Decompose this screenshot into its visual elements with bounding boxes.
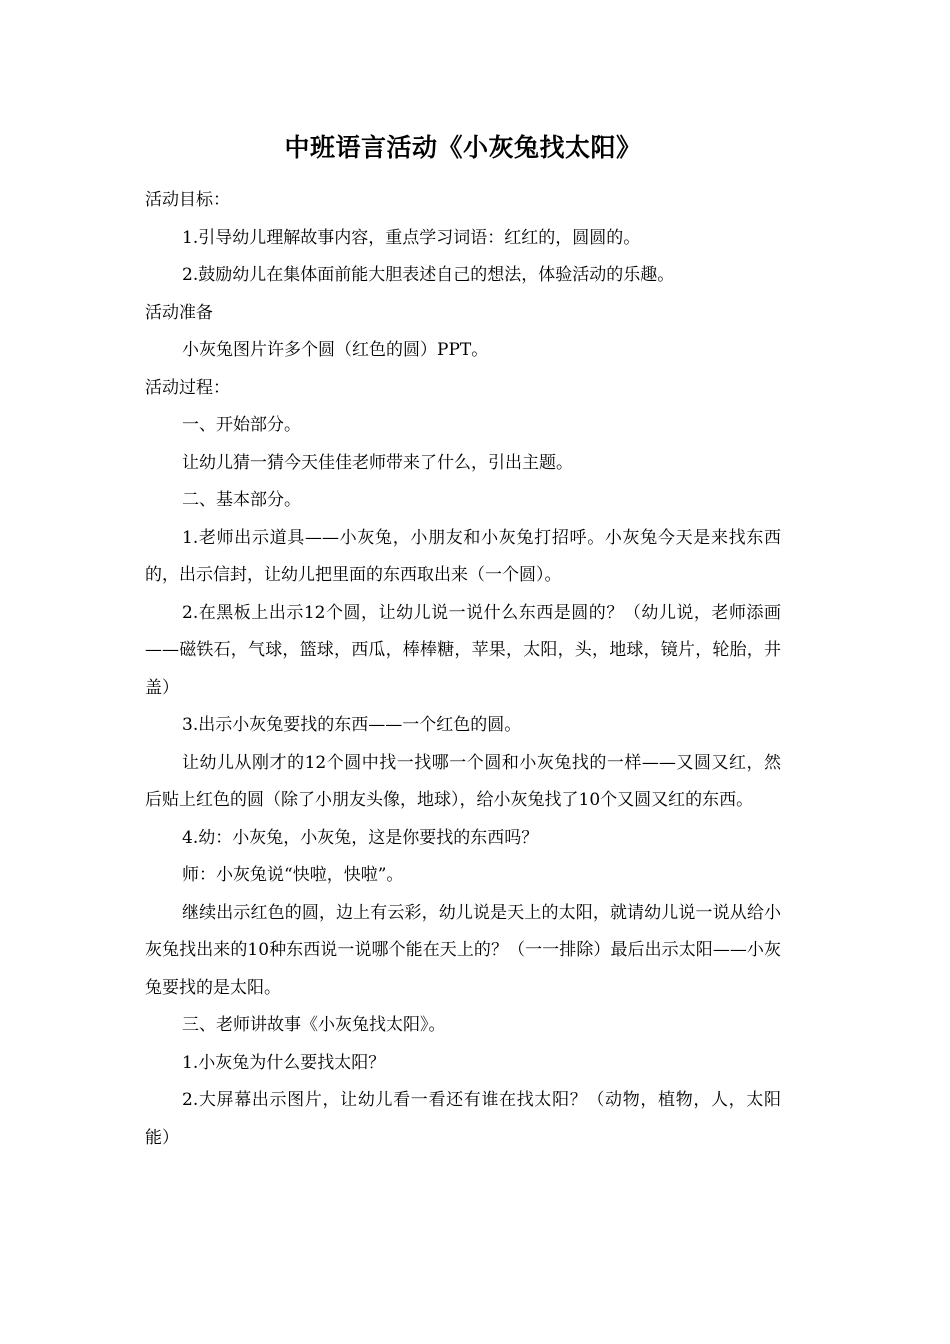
paragraph: 二、基本部分。: [182, 490, 301, 510]
paragraph: 2.大屏幕出示图片，让幼儿看一看还有谁在找太阳？（动物，植物，人，太阳能）: [145, 1090, 781, 1148]
paragraph: 2.在黑板上出示12个圆，让幼儿说一说什么东西是圆的？（幼儿说，老师添画——磁铁石，气球，篮球，西瓜，棒棒糖，苹果，太阳，头，地球，镜片，轮胎，井盖）: [145, 602, 781, 698]
paragraph: 1.小灰兔为什么要找太阳？: [182, 1052, 386, 1073]
paragraph: 继续出示红色的圆，边上有云彩，幼儿说是天上的太阳，就请幼儿说一说从给小灰兔找出来的10种东西说一说哪个能在天上的？（一一排除）最后出示太阳——小灰兔要找的是太阳。: [145, 902, 781, 998]
paragraph: 三、老师讲故事《小灰兔找太阳》。: [182, 1015, 446, 1035]
paragraph: 1.引导幼儿理解故事内容，重点学习词语：红红的，圆圆的。: [182, 227, 641, 248]
section-heading-goals: 活动目标：: [145, 190, 230, 210]
section-heading-preparation: 活动准备: [145, 302, 213, 323]
paragraph: 1.老师出示道具——小灰兔，小朋友和小灰兔打招呼。小灰兔今天是来找东西的，出示信封，让幼儿把里面的东西取出来（一个圆）。: [145, 527, 781, 585]
document-page: [145, 128, 781, 1157]
page-title: 中班语言活动《小灰兔找太阳》: [284, 133, 642, 162]
paragraph: 2.鼓励幼儿在集体面前能大胆表述自己的想法，体验活动的乐趣。: [182, 265, 675, 285]
paragraph: 师：小灰兔说“快啦，快啦”。: [182, 865, 404, 885]
paragraph: 让幼儿猜一猜今天佳佳老师带来了什么，引出主题。: [182, 452, 573, 473]
paragraph: 4.幼：小灰兔，小灰兔，这是你要找的东西吗？: [182, 827, 539, 848]
paragraph: 小灰兔图片许多个圆（红色的圆）PPT。: [182, 340, 489, 360]
paragraph: 让幼儿从刚才的12个圆中找一找哪一个圆和小灰兔找的一样——又圆又红，然后贴上红色的圆（除了小朋友头像，地球），给小灰兔找了10个又圆又红的东西。: [145, 752, 781, 810]
document-body: [145, 182, 781, 1157]
section-heading-process: 活动过程：: [145, 377, 230, 398]
paragraph: 3.出示小灰兔要找的东西——一个红色的圆。: [182, 715, 522, 735]
paragraph: 一、开始部分。: [182, 415, 301, 435]
